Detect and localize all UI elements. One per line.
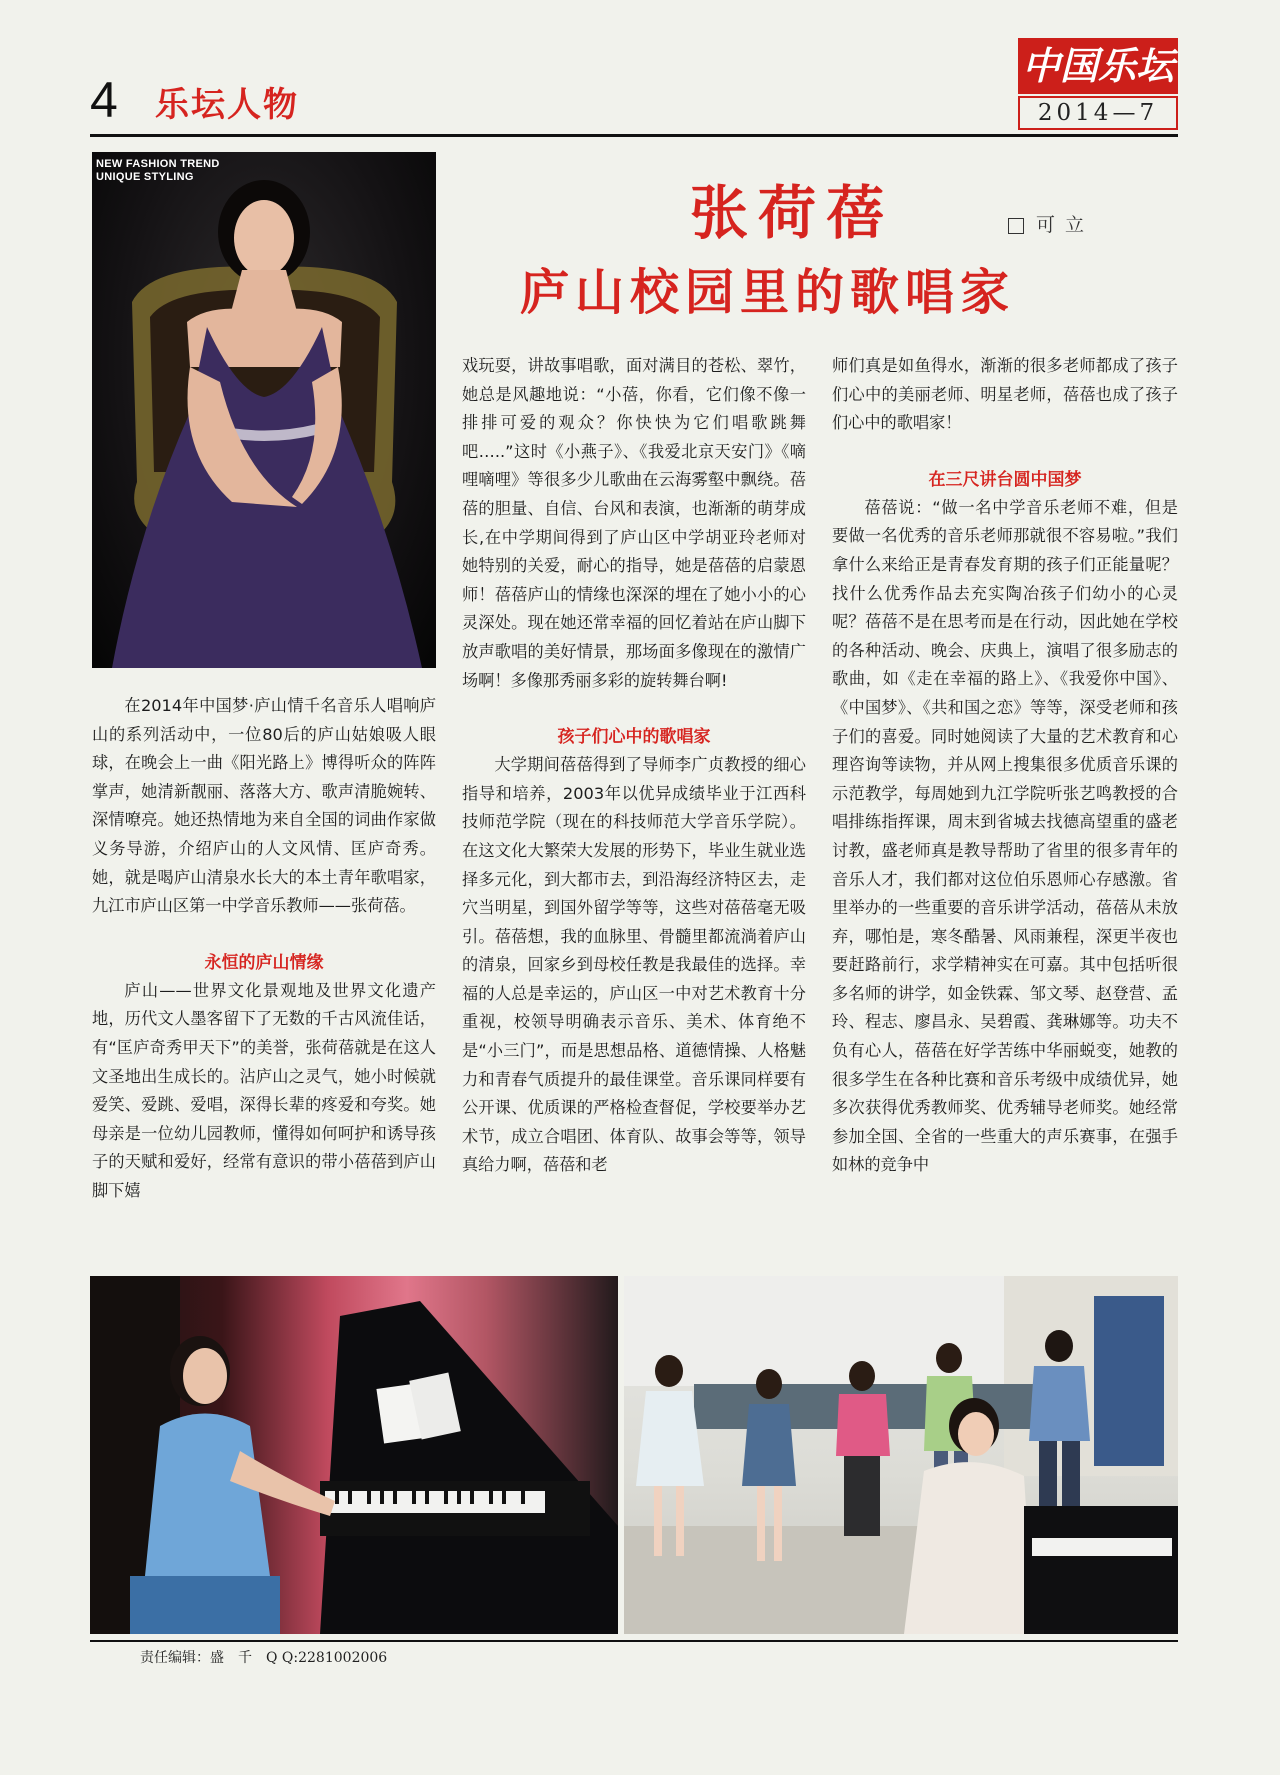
photo-caption-line-1: NEW FASHION TREND (96, 158, 220, 170)
paragraph: 大学期间蓓蓓得到了导师李广贞教授的细心指导和培养，2003年以优异成绩毕业于江西科技师范学院（现在的科技师范大学音乐学院）。在这文化大繁荣大发展的形势下，毕业生就业选择多元化，到大都市去，到沿海经济特区去，走穴当明星，到国外留学等等，这些对蓓蓓毫无吸引。蓓蓓想，我的血脉里、骨髓里都流淌着庐山的清泉，回家乡到母校任教是我最佳的选择。幸福的人总是幸运的，庐山区一中对艺术教育十分重视，校领导明确表示音乐、美术、体育绝不是“小三门”，而是思想品格、道德情操、人格魅力和青春气质提升的最佳课堂。音乐课同样要有公开课、优质课的严格检查督促，学校要举办艺术节，成立合唱团、体育队、故事会等等，领导真给力啊，蓓蓓和老 (462, 755, 806, 1175)
classroom-photo (624, 1276, 1178, 1634)
portrait-illustration (92, 152, 436, 668)
article-column-2 (462, 352, 806, 1180)
paragraph: 师们真是如鱼得水，渐渐的很多老师都成了孩子们心中的美丽老师、明星老师，蓓蓓也成了孩子们心中的歌唱家！ (832, 356, 1178, 433)
footer-editor: 责任编辑：盛 千 Q Q:2281002006 (140, 1650, 388, 1666)
photo-caption-line-2: UNIQUE STYLING (96, 171, 194, 183)
byline-box-icon (1008, 218, 1024, 234)
article-byline: 可立 (1036, 214, 1095, 236)
article-column-1 (92, 692, 436, 1206)
footer-rule (90, 1640, 1178, 1642)
subhead-1: 永恒的庐山情缘 (204, 952, 324, 973)
section-title: 乐坛人物 (155, 85, 299, 125)
piano-photo (90, 1276, 618, 1634)
header-rule (90, 134, 1178, 137)
page-number: 4 (90, 72, 118, 128)
intro-paragraph: 在2014年中国梦·庐山情千名音乐人唱响庐山的系列活动中，一位80后的庐山姑娘吸人眼球，在晚会上一曲《阳光路上》博得听众的阵阵掌声，她清新靓丽、落落大方、歌声清脆婉转、深情嘹亮。她还热情地为来自全国的词曲作家做义务导游，介绍庐山的人文风情、匡庐奇秀。她，就是喝庐山清泉水长大的本土青年歌唱家，九江市庐山区第一中学音乐教师——张荷蓓。 (92, 696, 436, 916)
article-subtitle: 庐山校园里的歌唱家 (520, 263, 1016, 321)
piano-illustration (90, 1276, 618, 1634)
paragraph: 蓓蓓说：“做一名中学音乐老师不难，但是要做一名优秀的音乐老师那就很不容易啦。”我们拿什么来给正是青春发育期的孩子们正能量呢？找什么优秀作品去充实陶冶孩子们幼小的心灵呢？蓓蓓不是在思考而是在行动，因此她在学校的各种活动、晚会、庆典上，演唱了很多励志的歌曲，如《走在幸福的路上》、《我爱你中国》、《中国梦》、《共和国之恋》等等，深受老师和孩子们的喜爱。同时她阅读了大量的艺术教育和心理咨询等读物，并从网上搜集很多优质音乐课的示范教学，每周她到九江学院听张艺鸣教授的合唱排练指挥课，周末到省城去找德高望重的盛老讨教，盛老师真是教导帮助了省里的很多青年的音乐人才，我们都对这位伯乐恩师心存感激。省里举办的一些重要的音乐讲学活动，蓓蓓从未放弃，哪怕是，寒冬酷暑、风雨兼程，深更半夜也要赶路前行，求学精神实在可嘉。其中包括听很多名师的讲学，如金铁霖、邹文琴、赵登营、孟玲、程志、廖昌永、吴碧霞、龚琳娜等。功夫不负有心人，蓓蓓在好学苦练中华丽蜕变，她教的很多学生在各种比赛和音乐考级中成绩优异，她多次获得优秀教师奖、优秀辅导老师奖。她经常参加全国、全省的一些重大的声乐赛事，在强手如林的竞争中 (832, 497, 1178, 1175)
portrait-photo (92, 152, 436, 668)
paragraph: 戏玩耍，讲故事唱歌，面对满目的苍松、翠竹，她总是风趣地说：“小蓓，你看，它们像不像一排排可爱的观众？你快快为它们唱歌跳舞吧…..”这时《小燕子》、《我爱北京天安门》《嘀哩嘀哩》等很多少儿歌曲在云海雾壑中飘绕。蓓蓓的胆量、自信、台风和表演，也渐渐的萌芽成长,在中学期间得到了庐山区中学胡亚玲老师对她特别的关爱，耐心的指导，她是蓓蓓的启蒙恩师！蓓蓓庐山的情缘也深深的埋在了她小小的心灵深处。现在她还常幸福的回忆着站在庐山脚下放声歌唱的美好情景，那场面多像现在的激情广场啊！多像那秀丽多彩的旋转舞台啊! (462, 356, 806, 690)
photo-caption (96, 158, 220, 184)
article-title: 张荷蓓 (690, 179, 895, 247)
subhead-3: 在三尺讲台圆中国梦 (928, 469, 1082, 490)
article-column-3 (832, 352, 1178, 1180)
masthead-issue: 2014—7 (1018, 96, 1178, 130)
masthead-name: 中国乐坛 (1018, 38, 1178, 94)
classroom-illustration (624, 1276, 1178, 1634)
masthead (1018, 38, 1178, 130)
subhead-2: 孩子们心中的歌唱家 (557, 727, 711, 748)
paragraph: 庐山——世界文化景观地及世界文化遗产地，历代文人墨客留下了无数的千古风流佳话，有“匡庐奇秀甲天下”的美誉，张荷蓓就是在这人文圣地出生成长的。沾庐山之灵气，她小时候就爱笑、爱跳、爱唱，深得长辈的疼爱和夸奖。她母亲是一位幼儿园教师，懂得如何呵护和诱导孩子的天赋和爱好，经常有意识的带小蓓蓓到庐山脚下嬉 (92, 980, 436, 1200)
